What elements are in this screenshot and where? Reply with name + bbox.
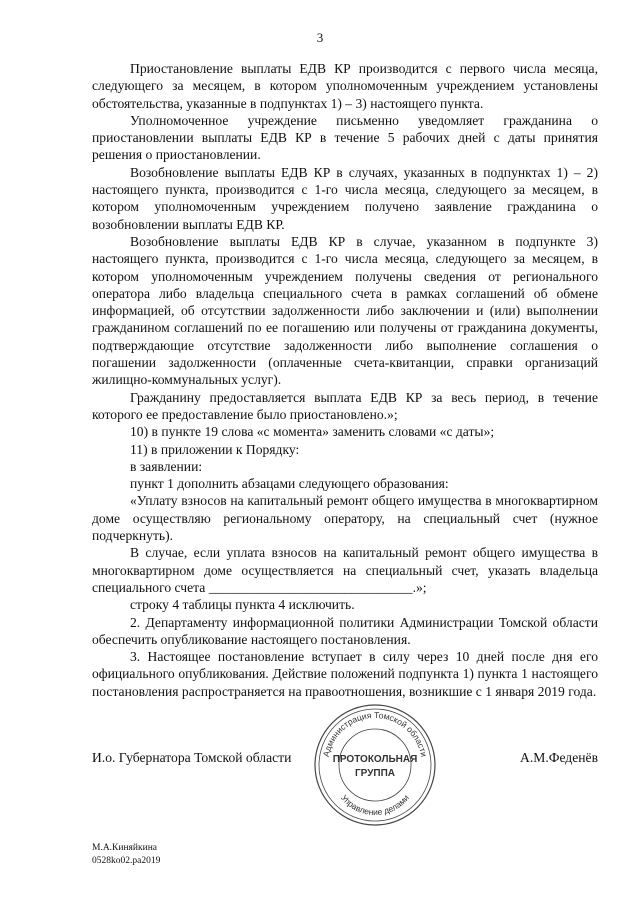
stamp-ring-text: Администрация Томской области — [320, 709, 430, 758]
paragraph: Возобновление выплаты ЕДВ КР в случаях, указанных в подпунктах 1) – 2) настоящего пункта, производится с 1-го числа месяца, следующего за месяцем, в котором уполномоченным учреждением получено заявление гражданина о возобновлении выплаты ЕДВ КР. — [92, 164, 598, 232]
stamp-bottom-text: Управление делами — [339, 792, 411, 818]
document-body — [92, 60, 598, 700]
paragraph: строку 4 таблицы пункта 4 исключить. — [130, 597, 355, 613]
signatory-name: А.М.Феденёв — [520, 750, 598, 765]
page-number: 3 — [316, 30, 324, 45]
signatory-position: И.о. Губернатора Томской области — [92, 750, 292, 765]
paragraph: «Уплату взносов на капитальный ремонт общего имущества в многоквартирном доме осуществляю региональному оператору, на специальный счет (нужное подчеркнуть). — [92, 493, 598, 544]
paragraph: В случае, если уплата взносов на капитальный ремонт общего имущества в многоквартирном доме осуществляется на специальный счет, указать владельца специального счета ______________________________.»; — [92, 545, 598, 595]
paragraph: Возобновление выплаты ЕДВ КР в случае, указанном в подпункте 3) настоящего пункта, производится с 1-го числа месяца, следующего за месяцем, в котором уполномоченным учреждением получены сведения от регионального оператора либо владельца специального счета в рамках соглашений об обмене информацией, об отсутствии задолженности либо заключении и (или) выполнении гражданином соглашений по ее погашению или получены от гражданина документы, подтверждающие отсутствие задолженности либо выполнение соглашения о погашении задолженности (оплаченные счета-квитанции, справки организаций жилищно-коммунальных услуг). — [92, 233, 598, 388]
stamp-center-line1: ПРОТОКОЛЬНАЯ — [332, 754, 418, 765]
footer — [92, 842, 160, 868]
paragraph: пункт 1 дополнить абзацами следующего образования: — [130, 476, 449, 492]
author-initials: М.А.Киняйкина — [92, 843, 158, 853]
signature-line — [92, 750, 598, 766]
paragraph: Гражданину предоставляется выплата ЕДВ КР за весь период, в течение которого ее предоставление было приостановлено.»; — [92, 389, 598, 422]
paragraph: Приостановление выплаты ЕДВ КР производится с первого числа месяца, следующего за месяцем, в котором уполномоченным учреждением установлены обстоятельства, указанные в подпунктах 1) – 3) настоящего пункта. — [92, 61, 598, 111]
paragraph: 2. Департаменту информационной политики Администрации Томской области обеспечить опубликование настоящего постановления. — [92, 614, 598, 647]
stamp-center-line2: ГРУППА — [354, 768, 396, 779]
paragraph: Уполномоченное учреждение письменно уведомляет гражданина о приостановлении выплаты ЕДВ КР в течение 5 рабочих дней с даты принятия решения о приостановлении. — [92, 112, 598, 163]
paragraph: 3. Настоящее постановление вступает в силу через 10 дней после дня его официального опубликования. Действие положений подпункта 1) пункта 1 настоящего постановления распространяется на правоотношения, возникшие с 1 января 2019 года. — [92, 649, 598, 699]
document-code: 0528ko02.pa2019 — [92, 856, 161, 866]
paragraph: в заявлении: — [130, 458, 203, 474]
paragraph: 10) в пункте 19 слова «с момента» заменить словами «с даты»; — [130, 424, 495, 440]
paragraph: 11) в приложении к Порядку: — [130, 441, 300, 457]
svg-text:Управление делами — [339, 793, 411, 817]
